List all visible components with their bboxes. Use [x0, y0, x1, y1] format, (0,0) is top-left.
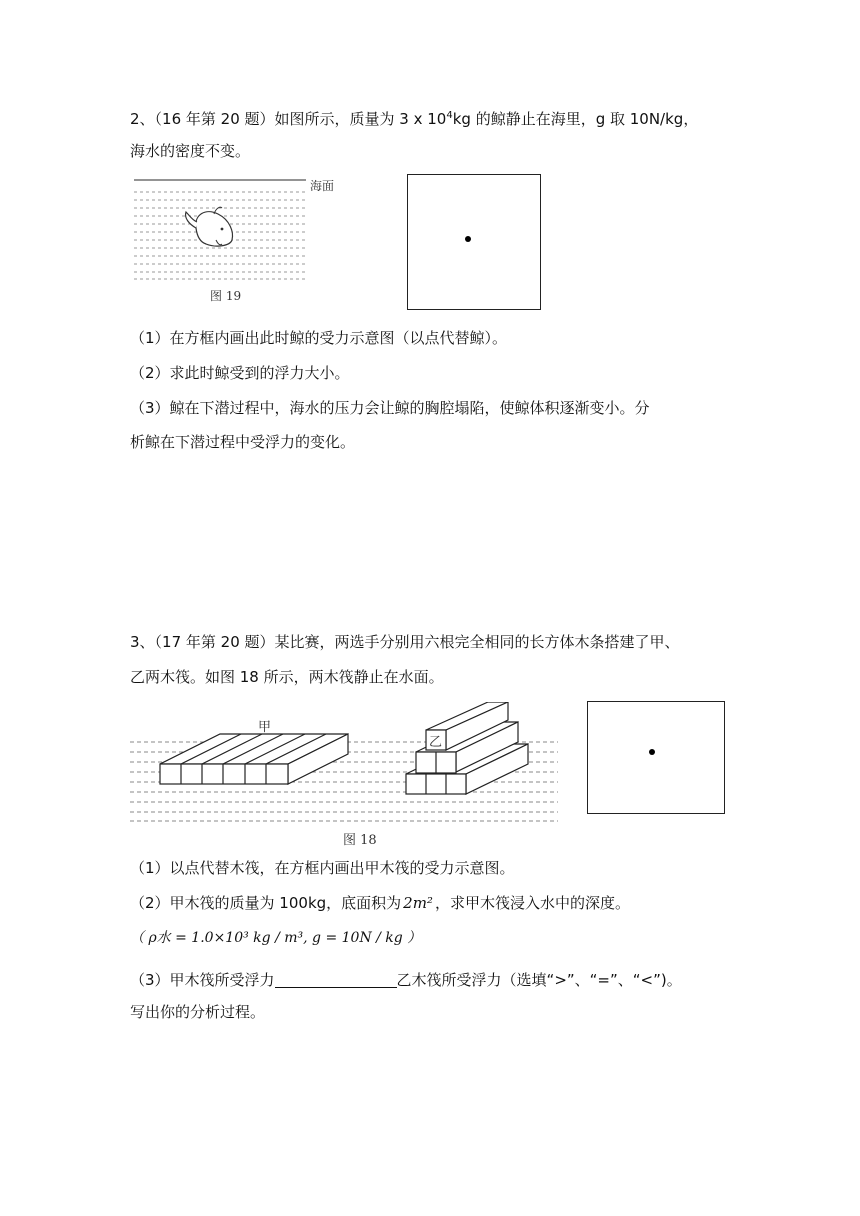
whale-icon [186, 207, 233, 246]
q2-stem-line1: 2、（16 年第 20 题）如图所示，质量为 3 x $10^4kg$ 的鲸静止在海里，g 取 10N/kg， [130, 110, 699, 128]
q2-sub3-line1: （3）鲸在下潜过程中，海水的压力会让鲸的胸腔塌陷，使鲸体积逐渐变小。分 [130, 399, 650, 417]
q3-answer-blank[interactable] [275, 971, 397, 988]
q2-stem-line2: 海水的密度不变。 [130, 142, 251, 160]
q2-answer-box[interactable] [407, 174, 541, 310]
q3-sub1: （1）以点代替木筏，在方框内画出甲木筏的受力示意图。 [130, 859, 515, 877]
q3-figure-caption: 图 18 [343, 833, 377, 848]
q2-sub2: （2）求此时鲸受到的浮力大小。 [130, 364, 350, 382]
raft-b-drawing [406, 702, 528, 794]
q3-stem-line2: 乙两木筏。如图 18 所示，两木筏静止在水面。 [130, 668, 444, 686]
raft-b-label: 乙 [429, 735, 443, 750]
q3-sub3-line2: 写出你的分析过程。 [130, 1003, 266, 1021]
q2-sub1: （1）在方框内画出此时鲸的受力示意图（以点代替鲸）。 [130, 329, 508, 347]
raft-a-label: 甲 [258, 720, 272, 735]
q2-center-dot [465, 236, 471, 242]
q3-constants: （ ρ水 = 1.0×10³ kg / m³, g = 10N / kg ） [130, 930, 422, 946]
q3-answer-box[interactable] [587, 701, 725, 814]
q3-sub2: （2）甲木筏的质量为 100kg，底面积为 2m² ，求甲木筏浸入水中的深度。 [130, 894, 630, 912]
q3-sub3: （3）甲木筏所受浮力 乙木筏所受浮力（选填“>”、“=”、“<”)。 [130, 971, 682, 989]
sea-surface-label: 海面 [310, 179, 335, 193]
q3-center-dot [649, 749, 655, 755]
q2-figure-caption: 图 19 [210, 289, 242, 303]
q3-stem-line1: 3、（17 年第 20 题）某比赛，两选手分别用六根完全相同的长方体木条搭建了甲、 [130, 633, 680, 651]
q2-sub3-line2: 析鲸在下潜过程中受浮力的变化。 [130, 433, 356, 451]
rafts-figure [130, 702, 560, 826]
